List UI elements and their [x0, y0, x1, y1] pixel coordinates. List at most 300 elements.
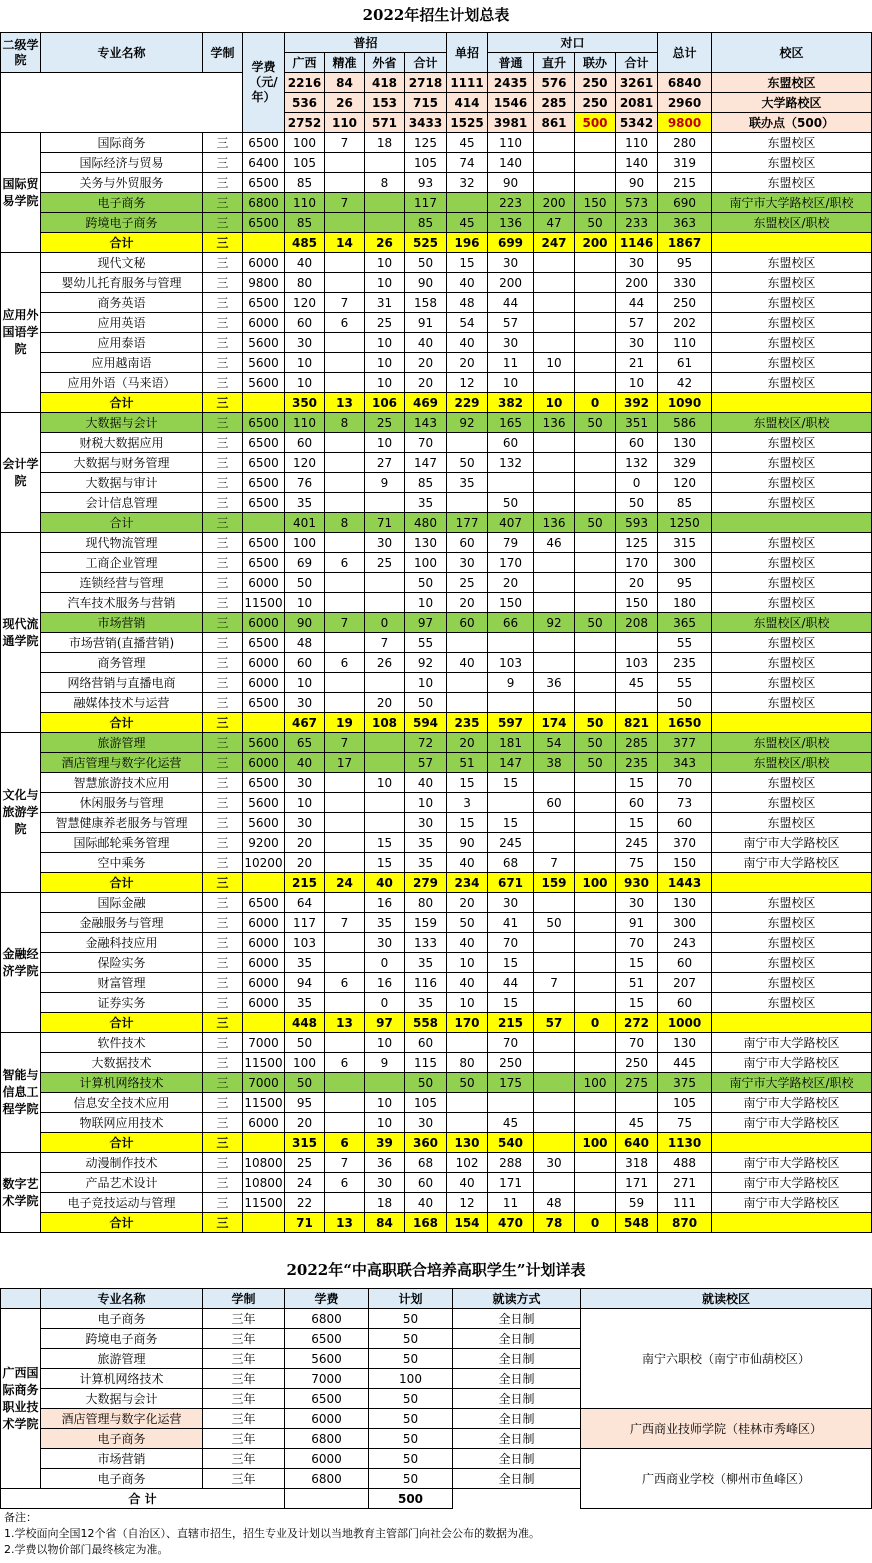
total-value: 699: [488, 233, 534, 253]
value-cell: 10800: [243, 1173, 285, 1193]
major-name: 汽车技术服务与营销: [41, 593, 203, 613]
t2-header-cell: 就读方式: [453, 1289, 581, 1309]
value-cell: [534, 593, 575, 613]
value-cell: 70: [658, 773, 712, 793]
value-cell: [534, 1093, 575, 1113]
campus-cell: 东盟校区: [712, 553, 872, 573]
value-cell: 48: [534, 1193, 575, 1213]
value-cell: 三: [203, 933, 243, 953]
value-cell: [447, 1033, 488, 1053]
value-cell: 6: [325, 1173, 365, 1193]
header-waisheng: 外省: [365, 53, 405, 73]
value-cell: 11: [488, 1193, 534, 1213]
value-cell: 三: [203, 1033, 243, 1053]
value-cell: 60: [285, 313, 325, 333]
value-cell: [365, 1073, 405, 1093]
major-name: 动漫制作技术: [41, 1153, 203, 1173]
total-value: 177: [447, 513, 488, 533]
t2-cell: 50: [369, 1409, 453, 1429]
value-cell: 40: [285, 753, 325, 773]
total-value: 407: [488, 513, 534, 533]
value-cell: 90: [616, 173, 658, 193]
value-cell: [534, 333, 575, 353]
value-cell: [616, 1093, 658, 1113]
value-cell: 三: [203, 993, 243, 1013]
campus-cell: 东盟校区: [712, 993, 872, 1013]
value-cell: 15: [616, 953, 658, 973]
value-cell: 30: [285, 773, 325, 793]
value-cell: [325, 173, 365, 193]
value-cell: 10: [365, 1033, 405, 1053]
table-row: [1, 633, 872, 653]
value-cell: 329: [658, 453, 712, 473]
value-cell: 10: [447, 953, 488, 973]
summary-value: 26: [325, 93, 365, 113]
value-cell: [534, 473, 575, 493]
total-value: 13: [325, 393, 365, 413]
value-cell: [575, 253, 616, 273]
value-cell: 90: [285, 613, 325, 633]
t2-total-value: 500: [369, 1489, 453, 1509]
value-cell: [488, 473, 534, 493]
total-value: [243, 713, 285, 733]
table-row: [1, 1113, 872, 1133]
value-cell: 245: [616, 833, 658, 853]
value-cell: 30: [365, 533, 405, 553]
value-cell: 110: [658, 333, 712, 353]
total-value: 247: [534, 233, 575, 253]
value-cell: 50: [658, 693, 712, 713]
campus-cell: 南宁市大学路校区: [712, 833, 872, 853]
value-cell: 50: [575, 213, 616, 233]
t2-blank: [285, 1489, 369, 1509]
value-cell: [616, 633, 658, 653]
value-cell: [447, 193, 488, 213]
value-cell: 三: [203, 1113, 243, 1133]
value-cell: 15: [365, 833, 405, 853]
value-cell: 30: [405, 813, 447, 833]
value-cell: 207: [658, 973, 712, 993]
value-cell: [325, 633, 365, 653]
value-cell: 85: [405, 473, 447, 493]
value-cell: 三: [203, 1073, 243, 1093]
joint-program-table: [0, 1288, 872, 1509]
value-cell: [534, 1113, 575, 1133]
total-value: 1443: [658, 873, 712, 893]
total-value: 401: [285, 513, 325, 533]
value-cell: 300: [658, 553, 712, 573]
major-name: 国际经济与贸易: [41, 153, 203, 173]
value-cell: 三: [203, 453, 243, 473]
t2-cell: 6000: [285, 1409, 369, 1429]
value-cell: [575, 133, 616, 153]
campus-cell: 东盟校区: [712, 793, 872, 813]
t2-cell: 全日制: [453, 1469, 581, 1489]
value-cell: 150: [658, 853, 712, 873]
summary-value: 6840: [658, 73, 712, 93]
total-value: 594: [405, 713, 447, 733]
value-cell: [575, 433, 616, 453]
value-cell: 319: [658, 153, 712, 173]
value-cell: [534, 1033, 575, 1053]
value-cell: 三: [203, 133, 243, 153]
value-cell: 110: [285, 413, 325, 433]
value-cell: 25: [447, 573, 488, 593]
header-heji2: 合计: [616, 53, 658, 73]
value-cell: 180: [658, 593, 712, 613]
value-cell: 90: [488, 173, 534, 193]
value-cell: 250: [658, 293, 712, 313]
value-cell: 20: [405, 373, 447, 393]
value-cell: 130: [658, 433, 712, 453]
value-cell: [575, 1113, 616, 1133]
value-cell: 250: [488, 1053, 534, 1073]
total-value: 三: [203, 873, 243, 893]
value-cell: 30: [285, 693, 325, 713]
value-cell: 115: [405, 1053, 447, 1073]
value-cell: [575, 1033, 616, 1053]
value-cell: 16: [365, 973, 405, 993]
college-name: 金融经济学院: [1, 893, 41, 1033]
campus-cell: 东盟校区: [712, 333, 872, 353]
value-cell: 三: [203, 733, 243, 753]
value-cell: [575, 1093, 616, 1113]
t2-cell: 6500: [285, 1329, 369, 1349]
value-cell: 三: [203, 693, 243, 713]
value-cell: 15: [447, 773, 488, 793]
value-cell: [534, 293, 575, 313]
campus-cell: 东盟校区: [712, 493, 872, 513]
college-name: 文化与旅游学院: [1, 733, 41, 893]
total-value: [243, 233, 285, 253]
header-zongji: 总计: [658, 33, 712, 73]
value-cell: 300: [658, 913, 712, 933]
total-value: 13: [325, 1213, 365, 1233]
value-cell: 10: [365, 253, 405, 273]
t2-cell: 全日制: [453, 1449, 581, 1469]
value-cell: 36: [365, 1153, 405, 1173]
notes: [4, 1510, 540, 1558]
value-cell: 60: [534, 793, 575, 813]
value-cell: 6: [325, 553, 365, 573]
total-value: 196: [447, 233, 488, 253]
table-row: [1, 533, 872, 553]
value-cell: 136: [534, 413, 575, 433]
value-cell: 35: [405, 953, 447, 973]
value-cell: 59: [616, 1193, 658, 1213]
table1-title: 2022年招生计划总表: [362, 6, 510, 24]
table-row: [1, 813, 872, 833]
value-cell: 三: [203, 413, 243, 433]
value-cell: 105: [405, 153, 447, 173]
value-cell: 三: [203, 833, 243, 853]
value-cell: [534, 553, 575, 573]
value-cell: [447, 633, 488, 653]
value-cell: [575, 273, 616, 293]
value-cell: 36: [534, 673, 575, 693]
value-cell: 110: [488, 133, 534, 153]
value-cell: 45: [447, 133, 488, 153]
value-cell: 35: [405, 833, 447, 853]
major-name: 智慧健康养老服务与管理: [41, 813, 203, 833]
value-cell: 15: [488, 773, 534, 793]
total-value: 三: [203, 393, 243, 413]
total-value: 三: [203, 713, 243, 733]
value-cell: 三: [203, 973, 243, 993]
total-value: 三: [203, 1013, 243, 1033]
value-cell: 343: [658, 753, 712, 773]
value-cell: [325, 433, 365, 453]
summary-value: 3433: [405, 113, 447, 133]
table-row: [1, 493, 872, 513]
value-cell: 120: [285, 293, 325, 313]
value-cell: 200: [488, 273, 534, 293]
value-cell: 57: [616, 313, 658, 333]
value-cell: [365, 493, 405, 513]
value-cell: [534, 773, 575, 793]
value-cell: 105: [405, 1093, 447, 1113]
table-row: [1, 573, 872, 593]
total-value: 100: [575, 873, 616, 893]
total-value: 71: [285, 1213, 325, 1233]
value-cell: 202: [658, 313, 712, 333]
major-name: 现代文秘: [41, 253, 203, 273]
value-cell: 三: [203, 253, 243, 273]
summary-value: 715: [405, 93, 447, 113]
value-cell: [447, 693, 488, 713]
value-cell: [325, 453, 365, 473]
value-cell: [575, 333, 616, 353]
t2-cell: 100: [369, 1369, 453, 1389]
header-college: 二级学院: [1, 33, 41, 73]
total-value: 1130: [658, 1133, 712, 1153]
t2-cell: 全日制: [453, 1369, 581, 1389]
value-cell: 235: [658, 653, 712, 673]
value-cell: 285: [616, 733, 658, 753]
value-cell: 55: [658, 673, 712, 693]
value-cell: 三: [203, 193, 243, 213]
summary-value: 536: [285, 93, 325, 113]
summary-value: 3261: [616, 73, 658, 93]
major-name: 国际金融: [41, 893, 203, 913]
major-name: 计算机网络技术: [41, 1369, 203, 1389]
value-cell: [325, 573, 365, 593]
value-cell: 55: [405, 633, 447, 653]
value-cell: 130: [658, 1033, 712, 1053]
total-label: 合计: [41, 513, 203, 533]
value-cell: 318: [616, 1153, 658, 1173]
major-name: 软件技术: [41, 1033, 203, 1053]
t2-cell: 三年: [203, 1309, 285, 1329]
major-name: 关务与外贸服务: [41, 173, 203, 193]
value-cell: [325, 373, 365, 393]
value-cell: 三: [203, 1093, 243, 1113]
summary-value: 285: [534, 93, 575, 113]
major-name: 应用英语: [41, 313, 203, 333]
value-cell: [325, 953, 365, 973]
value-cell: 95: [658, 573, 712, 593]
value-cell: 315: [658, 533, 712, 553]
value-cell: [575, 533, 616, 553]
value-cell: [575, 1153, 616, 1173]
t2-header-cell: 学费: [285, 1289, 369, 1309]
major-name: 商务英语: [41, 293, 203, 313]
total-value: 106: [365, 393, 405, 413]
total-value: 39: [365, 1133, 405, 1153]
value-cell: 10: [365, 353, 405, 373]
value-cell: 54: [447, 313, 488, 333]
value-cell: 三: [203, 153, 243, 173]
value-cell: 11: [488, 353, 534, 373]
value-cell: 50: [575, 733, 616, 753]
value-cell: 6500: [243, 213, 285, 233]
table-row: [1, 173, 872, 193]
value-cell: [575, 453, 616, 473]
summary-value: 3981: [488, 113, 534, 133]
value-cell: [534, 693, 575, 713]
value-cell: 6000: [243, 653, 285, 673]
value-cell: 三: [203, 813, 243, 833]
value-cell: 10: [616, 373, 658, 393]
college-name: 现代流通学院: [1, 533, 41, 733]
t2-header-cell: 学制: [203, 1289, 285, 1309]
value-cell: 41: [488, 913, 534, 933]
value-cell: 6000: [243, 313, 285, 333]
t2-header-cell: 专业名称: [41, 1289, 203, 1309]
value-cell: 15: [488, 953, 534, 973]
value-cell: 0: [616, 473, 658, 493]
campus-cell: 东盟校区: [712, 953, 872, 973]
value-cell: 60: [658, 813, 712, 833]
value-cell: 80: [447, 1053, 488, 1073]
value-cell: 7: [325, 193, 365, 213]
value-cell: 60: [405, 1033, 447, 1053]
major-name: 财税大数据应用: [41, 433, 203, 453]
table-row: [1, 1033, 872, 1053]
total-value: [243, 513, 285, 533]
summary-value: 500: [575, 113, 616, 133]
value-cell: [534, 653, 575, 673]
value-cell: 170: [616, 553, 658, 573]
campus-cell: 东盟校区/职校: [712, 413, 872, 433]
major-name: 大数据与会计: [41, 413, 203, 433]
summary-value: 861: [534, 113, 575, 133]
value-cell: [575, 793, 616, 813]
value-cell: 30: [488, 333, 534, 353]
value-cell: 35: [285, 993, 325, 1013]
total-value: 0: [575, 1013, 616, 1033]
major-name: 市场营销: [41, 613, 203, 633]
value-cell: [325, 273, 365, 293]
value-cell: 85: [658, 493, 712, 513]
header-jingzhun: 精准: [325, 53, 365, 73]
value-cell: 116: [405, 973, 447, 993]
major-name: 电子商务: [41, 1429, 203, 1449]
value-cell: 6000: [243, 933, 285, 953]
major-name: 电子商务: [41, 1469, 203, 1489]
value-cell: 38: [534, 753, 575, 773]
value-cell: 20: [447, 893, 488, 913]
value-cell: [575, 293, 616, 313]
value-cell: 50: [575, 753, 616, 773]
value-cell: [575, 893, 616, 913]
value-cell: 7: [325, 913, 365, 933]
value-cell: 35: [405, 993, 447, 1013]
value-cell: 100: [285, 1053, 325, 1073]
value-cell: 223: [488, 193, 534, 213]
total-label: 合计: [41, 713, 203, 733]
value-cell: [365, 193, 405, 213]
college-total-row: [1, 1013, 872, 1033]
total-value: 870: [658, 1213, 712, 1233]
value-cell: 250: [616, 1053, 658, 1073]
value-cell: [325, 1113, 365, 1133]
value-cell: [575, 913, 616, 933]
t2-cell: 三年: [203, 1449, 285, 1469]
value-cell: [325, 213, 365, 233]
value-cell: 6000: [243, 993, 285, 1013]
value-cell: [575, 473, 616, 493]
value-cell: 42: [658, 373, 712, 393]
value-cell: [575, 313, 616, 333]
major-name: 工商企业管理: [41, 553, 203, 573]
major-name: 跨境电子商务: [41, 1329, 203, 1349]
total-value: 229: [447, 393, 488, 413]
value-cell: [575, 153, 616, 173]
table-row: [1, 913, 872, 933]
value-cell: 235: [616, 753, 658, 773]
value-cell: 6: [325, 1053, 365, 1073]
value-cell: 60: [405, 1173, 447, 1193]
value-cell: 三: [203, 1193, 243, 1213]
value-cell: 10: [447, 993, 488, 1013]
total-value: 8: [325, 513, 365, 533]
value-cell: 25: [365, 313, 405, 333]
value-cell: 147: [405, 453, 447, 473]
value-cell: 6800: [243, 193, 285, 213]
total-label: 合计: [41, 1213, 203, 1233]
value-cell: 57: [488, 313, 534, 333]
table-row: [1, 453, 872, 473]
summary-value: 1111: [447, 73, 488, 93]
major-name: 电子商务: [41, 193, 203, 213]
value-cell: 31: [365, 293, 405, 313]
college-name: 智能与信息工程学院: [1, 1033, 41, 1153]
table-row: [1, 853, 872, 873]
value-cell: 6500: [243, 893, 285, 913]
total-value: 382: [488, 393, 534, 413]
value-cell: 95: [658, 253, 712, 273]
value-cell: 10: [365, 773, 405, 793]
major-name: 连锁经营与管理: [41, 573, 203, 593]
value-cell: 9: [488, 673, 534, 693]
value-cell: [365, 793, 405, 813]
college-name: 数字艺术学院: [1, 1153, 41, 1233]
campus-cell: 东盟校区/职校: [712, 213, 872, 233]
major-name: 电子竞技运动与管理: [41, 1193, 203, 1213]
summary-value: 1546: [488, 93, 534, 113]
value-cell: 233: [616, 213, 658, 233]
value-cell: [325, 893, 365, 913]
college-total-row: [1, 513, 872, 533]
value-cell: 50: [405, 253, 447, 273]
campus-cell: 东盟校区: [712, 933, 872, 953]
value-cell: 60: [285, 653, 325, 673]
enrollment-summary-table: [0, 32, 872, 1233]
value-cell: [325, 773, 365, 793]
value-cell: 105: [658, 1093, 712, 1113]
total-value: 10: [534, 393, 575, 413]
